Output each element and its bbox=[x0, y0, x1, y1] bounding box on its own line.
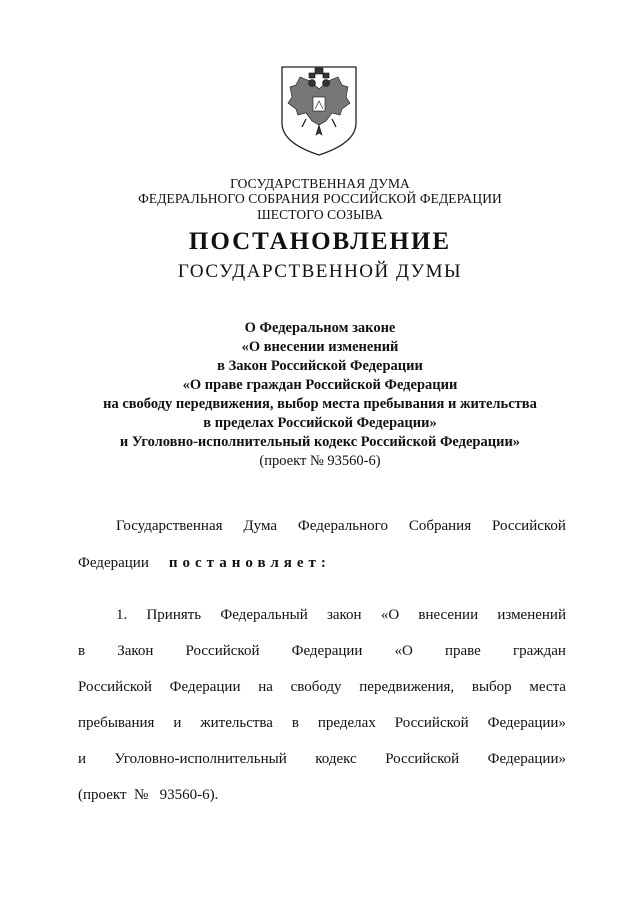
intro-paragraph bbox=[78, 518, 566, 575]
subject-line: «О внесении изменений bbox=[241, 339, 399, 355]
word: Российской bbox=[385, 751, 460, 767]
subject-line: в пределах Российской Федерации» bbox=[203, 415, 437, 431]
word: Собрания bbox=[408, 518, 472, 534]
resolution-subject bbox=[0, 319, 640, 471]
word: передвижения, bbox=[359, 679, 455, 695]
word: Дума bbox=[243, 518, 278, 534]
org-line-duma: ГОСУДАРСТВЕННАЯ ДУМА bbox=[230, 176, 410, 191]
word: внесении bbox=[418, 607, 479, 623]
word: Российской bbox=[78, 679, 152, 695]
doc-type-title: ПОСТАНОВЛЕНИЕ bbox=[188, 228, 452, 255]
word: Уголовно-исполнительный bbox=[114, 751, 287, 767]
item-1-line-6 bbox=[78, 787, 566, 807]
word: в bbox=[78, 643, 86, 659]
project-number: (проект № 93560-6) bbox=[259, 453, 381, 469]
item-1-paragraph bbox=[78, 607, 566, 823]
org-line-federal-assembly: ФЕДЕРАЛЬНОГО СОБРАНИЯ РОССИЙСКОЙ ФЕДЕРАЦИИ bbox=[138, 191, 502, 206]
word: Российской bbox=[185, 643, 260, 659]
word: праве bbox=[445, 643, 481, 659]
word: Закон bbox=[117, 643, 154, 659]
word: свободу bbox=[290, 679, 342, 695]
org-line-convocation: ШЕСТОГО СОЗЫВА bbox=[257, 207, 383, 222]
subject-line: в Закон Российской Федерации bbox=[217, 358, 423, 374]
item-1-line-3 bbox=[78, 679, 566, 699]
word: жительства bbox=[200, 715, 273, 731]
doc-type-subtitle: ГОСУДАРСТВЕННОЙ ДУМЫ bbox=[177, 261, 463, 282]
word: в bbox=[291, 715, 299, 731]
word: Российской bbox=[394, 715, 469, 731]
word: Федерации bbox=[291, 643, 363, 659]
word: Российской bbox=[492, 518, 566, 534]
word: Федерального bbox=[297, 518, 388, 534]
subject-line: и Уголовно-исполнительный кодекс Российской Федерации» bbox=[119, 434, 521, 450]
decree-verb: постановляет: bbox=[168, 555, 331, 571]
coat-of-arms-icon bbox=[276, 63, 362, 157]
subject-line: на свободу передвижения, выбор места пребывания и жительства bbox=[103, 396, 537, 412]
word: пределах bbox=[317, 715, 376, 731]
word: закон bbox=[326, 607, 362, 623]
word: граждан bbox=[512, 643, 566, 659]
word: Федерации bbox=[169, 679, 241, 695]
word: Федерации» bbox=[487, 751, 566, 767]
word: и bbox=[173, 715, 182, 731]
item-1-line-5 bbox=[78, 751, 566, 771]
word: «О bbox=[380, 607, 400, 623]
intro-line-1 bbox=[78, 518, 566, 538]
word: Федеральный bbox=[220, 607, 308, 623]
word: Принять bbox=[146, 607, 202, 623]
subject-line: «О праве граждан Российской Федерации bbox=[182, 377, 458, 393]
item-1-line-1 bbox=[78, 607, 566, 627]
word: и bbox=[78, 751, 87, 767]
word: изменений bbox=[497, 607, 566, 623]
project-reference: (проект № 93560-6). bbox=[78, 787, 219, 803]
word: пребывания bbox=[78, 715, 155, 731]
item-1-line-2 bbox=[78, 643, 566, 663]
word: «О bbox=[394, 643, 413, 659]
word: места bbox=[529, 679, 566, 695]
word: кодекс bbox=[315, 751, 357, 767]
word: выбор bbox=[471, 679, 512, 695]
intro-line-2 bbox=[78, 555, 566, 575]
word: 1. bbox=[116, 607, 128, 623]
item-1-line-4 bbox=[78, 715, 566, 735]
word: Федерации bbox=[78, 555, 149, 571]
word: Федерации» bbox=[487, 715, 566, 731]
word: Государственная bbox=[116, 518, 223, 534]
word: на bbox=[258, 679, 273, 695]
subject-line: О Федеральном законе bbox=[244, 320, 396, 336]
